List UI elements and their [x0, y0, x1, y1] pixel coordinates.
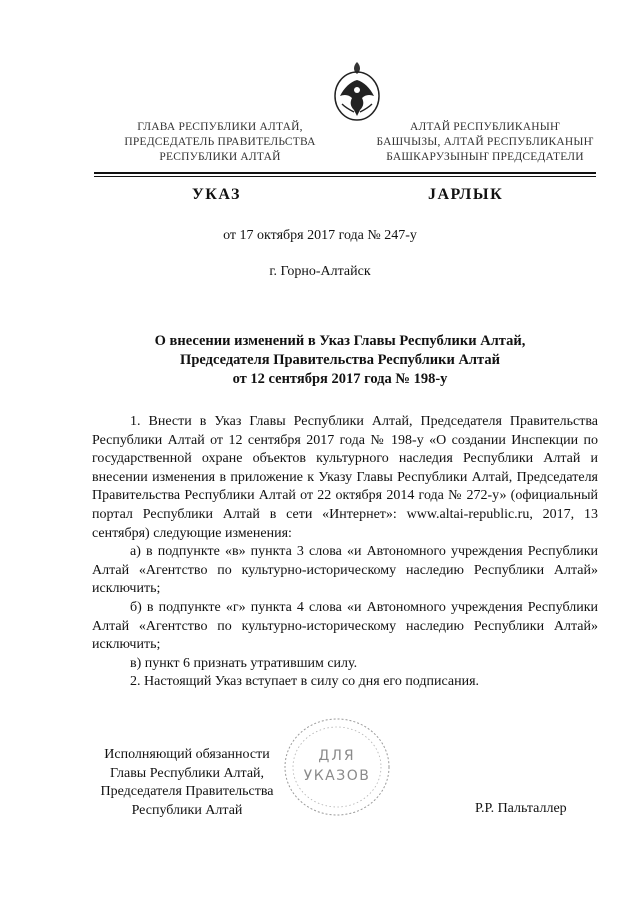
signatory-name: Р.Р. Пальталлер [475, 801, 567, 816]
issuer-line: БАШЧЫЗЫ, АЛТАЙ РЕСПУБЛИКАНЫҤ [376, 136, 594, 148]
signatory-line: Исполняющий обязанности [104, 747, 270, 762]
signatory-line: Председателя Правительства [100, 784, 274, 800]
decree-body [92, 413, 598, 692]
doc-type-ru: УКАЗ [192, 186, 241, 203]
stamp-text-1: ДЛЯ [318, 748, 356, 764]
header-divider [94, 172, 596, 174]
signatory-line: Республики Алтай [131, 802, 243, 818]
issuer-line: АЛТАЙ РЕСПУБЛИКАНЫҤ [410, 121, 560, 133]
title-line: О внесении изменений в Указ Главы Республики Алтай, [154, 333, 526, 349]
decree-title [90, 332, 590, 389]
date-line: от 17 октября 2017 года № 247-у [223, 228, 417, 243]
subclause-a: а) в подпункте «в» пункта 3 слова «и Автономного учреждения Республики Алтай «Агентство по культурно-историческому наследию Республики Алтай» исключить; [92, 544, 598, 597]
clause-2: 2. Настоящий Указ вступает в силу со дня его подписания. [130, 674, 480, 690]
clause-1: 1. Внести в Указ Главы Республики Алтай, Председателя Правительства Республики Алтай от 12 сентября 2017 года № 198-у «О создании Инспекции по государственной охране объектов культурного наследия Республики Алтай и внесении изменения в приложение к Указу Главы Республики Алтай, Председателя Правительства Республики Алтай от 22 октября 2014 года № 272-у» (официальный портал Республики Алтай в сети «Интернет»: www.altai-republic.ru, 2017, 13 сентября) следующие изменения: [92, 414, 598, 541]
signatory-title [92, 746, 282, 820]
place: г. Горно-Алтайск [269, 264, 371, 279]
subclause-b: б) в подпункте «г» пункта 4 слова «и Автономного учреждения Республики Алтай «Агентство по культурно-историческому наследию Республики Алтай» исключить; [92, 599, 598, 653]
signatory-line: Главы Республики Алтай, [109, 765, 265, 781]
issuer-header-alt [355, 120, 615, 165]
issuer-line: ГЛАВА РЕСПУБЛИКИ АЛТАЙ, [137, 121, 303, 133]
subclause-v: в) пункт 6 признать утратившим силу. [130, 655, 358, 671]
stamp-text-2: УКАЗОВ [303, 768, 371, 784]
official-stamp [277, 712, 397, 822]
doc-type-alt: ЈАРЛЫК [428, 186, 504, 203]
issuer-line: ПРЕДСЕДАТЕЛЬ ПРАВИТЕЛЬСТВА [124, 136, 316, 148]
title-line: Председателя Правительства Республики Алтай [180, 352, 500, 368]
issuer-line: БАШКАРУЗЫНЫҤ ПРЕДСЕДАТЕЛИ [386, 151, 584, 163]
issuer-header-ru [120, 120, 320, 165]
title-line: от 12 сентября 2017 года № 198-у [232, 371, 448, 387]
issuer-line: РЕСПУБЛИКИ АЛТАЙ [159, 151, 281, 163]
header-divider-thin [94, 176, 596, 177]
